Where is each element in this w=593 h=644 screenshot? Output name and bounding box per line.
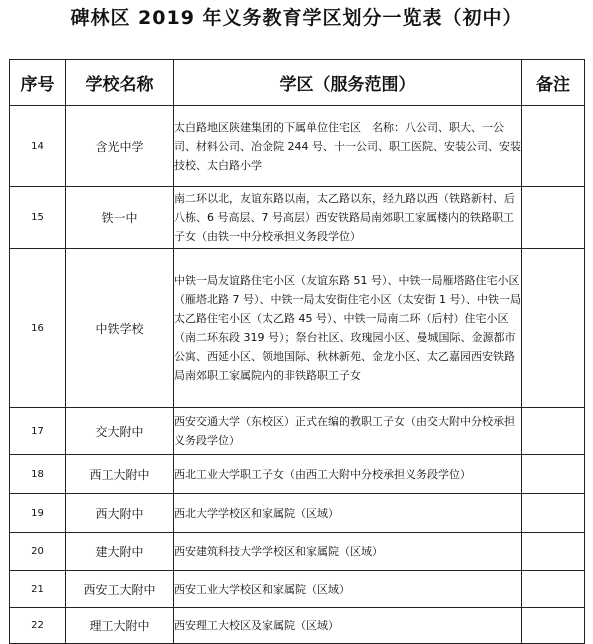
row-area: 南二环以北，友谊东路以南，太乙路以东，经九路以西（铁路新村、后八栋、6 号高层、7 号高层）西安铁路局南郊职工家属楼内的铁路职工子女（由铁一中分校承担义务段学位） [174, 187, 522, 249]
row-no: 15 [10, 187, 66, 249]
row-no: 18 [10, 455, 66, 494]
row-area: 中铁一局友谊路住宅小区（友谊东路 51 号）、中铁一局雁塔路住宅小区（雁塔北路 7 号）、中铁一局太安街住宅小区（太安街 1 号）、中铁一局太乙路住宅小区（太乙路 45 号）、中铁一局南二环（后村）住宅小区（南二环东段 319 号）；祭台社区、玫瑰园小区、曼城国际、金源都市公寓、西延小区、领地国际、秋林新苑、金龙小区、太乙嘉园西安铁路局南郊职工家属院内的非铁路职工子女 [174, 249, 522, 408]
table-row [10, 533, 585, 571]
header-area: 学区（服务范围） [174, 60, 522, 106]
row-note [522, 533, 585, 571]
row-note [522, 249, 585, 408]
row-school: 西安工大附中 [66, 571, 174, 608]
table-row [10, 249, 585, 408]
row-area: 太白路地区陕建集团的下属单位住宅区 名称：八公司、职大、一公司、材料公司、冶金院 244 号、十一公司、职工医院、安装公司、安装技校、太白路小学 [174, 106, 522, 187]
row-school: 含光中学 [66, 106, 174, 187]
row-school: 西工大附中 [66, 455, 174, 494]
row-note [522, 494, 585, 533]
row-no: 21 [10, 571, 66, 608]
header-school: 学校名称 [66, 60, 174, 106]
header-no: 序号 [10, 60, 66, 106]
row-area: 西安建筑科技大学学校区和家属院（区域） [174, 533, 522, 571]
row-area: 西安理工大校区及家属院（区域） [174, 608, 522, 644]
row-area: 西北大学学校区和家属院（区域） [174, 494, 522, 533]
row-no: 20 [10, 533, 66, 571]
row-note [522, 571, 585, 608]
table-row [10, 408, 585, 455]
header-note: 备注 [522, 60, 585, 106]
row-school: 铁一中 [66, 187, 174, 249]
district-table [9, 59, 585, 644]
page-title: 碑林区 2019 年义务教育学区划分一览表（初中） [70, 7, 523, 29]
table-row [10, 608, 585, 644]
row-note [522, 106, 585, 187]
table-row [10, 187, 585, 249]
row-no: 16 [10, 249, 66, 408]
table-header-row [10, 60, 585, 106]
row-note [522, 187, 585, 249]
row-area: 西北工业大学职工子女（由西工大附中分校承担义务段学位） [174, 455, 522, 494]
row-note [522, 608, 585, 644]
row-school: 建大附中 [66, 533, 174, 571]
row-no: 19 [10, 494, 66, 533]
table-row [10, 571, 585, 608]
row-area: 西安交通大学（东校区）正式在编的教职工子女（由交大附中分校承担义务段学位） [174, 408, 522, 455]
row-school: 中铁学校 [66, 249, 174, 408]
row-school: 交大附中 [66, 408, 174, 455]
table-row [10, 455, 585, 494]
row-area: 西安工业大学校区和家属院（区域） [174, 571, 522, 608]
row-school: 理工大附中 [66, 608, 174, 644]
row-no: 22 [10, 608, 66, 644]
table-row [10, 494, 585, 533]
row-no: 17 [10, 408, 66, 455]
row-note [522, 408, 585, 455]
row-no: 14 [10, 106, 66, 187]
table-row [10, 106, 585, 187]
row-school: 西大附中 [66, 494, 174, 533]
row-note [522, 455, 585, 494]
